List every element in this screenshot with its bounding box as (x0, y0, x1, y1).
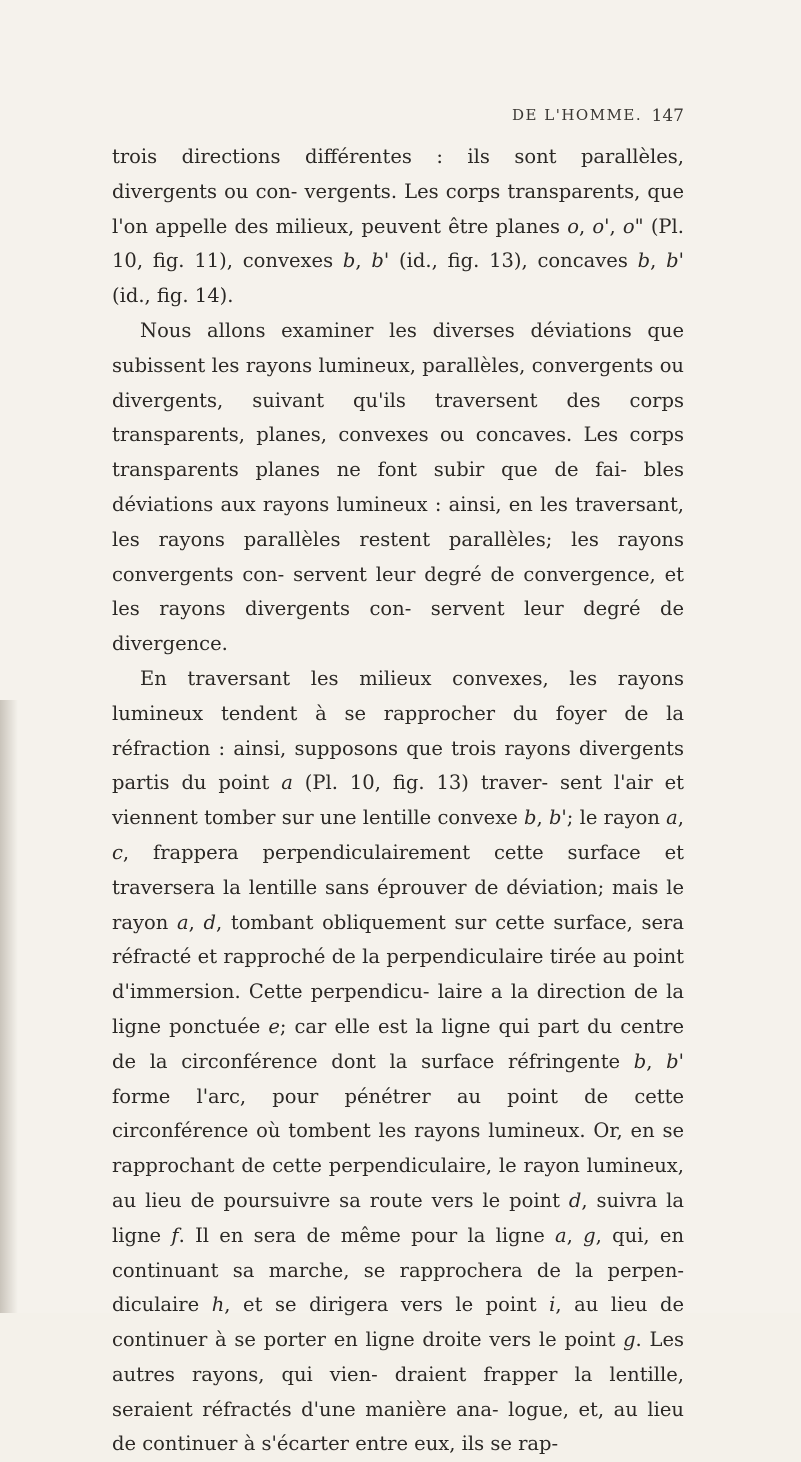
text-run: ; car elle est la ligne qui part du centre de la circonférence dont la surface réfringente (112, 1014, 684, 1073)
text-run: (id., fig. 13), concaves (389, 249, 638, 273)
text-run: , suivra la ligne (112, 1188, 684, 1247)
text-run: , (646, 1049, 667, 1073)
text-run: , (188, 910, 204, 934)
text-run: (id., fig. 14). (112, 284, 234, 308)
text-run: . Il en sera de même pour la ligne (178, 1223, 556, 1247)
text-run: trois directions différentes : ils sont parallèles, divergents ou con- vergents. Les corps transparents, que l'on appelle des milieux, peuvent être planes (112, 145, 684, 238)
italic-symbol: d (568, 1188, 582, 1212)
italic-symbol: o (567, 214, 579, 238)
text-run: (Pl. 10, fig. 11), convexes (112, 214, 684, 273)
running-head (112, 106, 684, 128)
italic-symbol: o' (592, 214, 610, 238)
paragraph (112, 314, 684, 662)
text-run: , tombant obliquement sur cette surface, sera réfracté et rapproché de la perpendiculaire tirée au point d'immersion. Cette perpendicu- laire a la direction de la ligne ponctuée (112, 910, 684, 1038)
italic-symbol: b' (666, 249, 684, 273)
italic-symbol: b (637, 249, 651, 273)
italic-symbol: f (171, 1223, 179, 1247)
paragraph (112, 662, 684, 1462)
text-run: , (355, 249, 372, 273)
text-run: , et se dirigera vers le point (224, 1293, 550, 1317)
text-run: , (609, 214, 623, 238)
italic-symbol: b' (548, 806, 567, 830)
page-edge-shadow (0, 700, 18, 1313)
italic-symbol: o" (622, 214, 644, 238)
text-run: (Pl. 10, fig. 13) traver- sent l'air et viennent tomber sur une lentille convexe (112, 771, 684, 830)
italic-symbol: a (555, 1223, 567, 1247)
body-text (112, 140, 684, 1462)
italic-symbol: a (666, 806, 678, 830)
running-title: DE L'HOMME. (512, 106, 643, 124)
text-run: ; le rayon (566, 806, 667, 830)
text-run: , frappera perpendiculairement cette surface et traversera la lentille sans éprouver de déviation; mais le rayon (112, 840, 684, 934)
italic-symbol: g (583, 1223, 596, 1247)
text-run: , (650, 249, 667, 273)
italic-symbol: b' (371, 249, 390, 273)
paragraph (112, 140, 684, 314)
text-run: , (578, 214, 593, 238)
page-number: 147 (651, 106, 684, 126)
italic-symbol: a (176, 910, 189, 934)
italic-symbol: c (112, 840, 123, 864)
text-run: En traversant les milieux convexes, les rayons lumineux tendent à se rapprocher du foyer de la réfraction : ainsi, supposons que trois rayons divergents partis du point (112, 666, 684, 795)
italic-symbol: d (203, 910, 216, 934)
text-run: , (677, 806, 684, 830)
italic-symbol: b (633, 1049, 647, 1073)
italic-symbol: a (281, 771, 293, 795)
italic-symbol: e (268, 1014, 280, 1038)
text-run: , qui, en continuant sa marche, se rapprochera de la perpen- diculaire (112, 1223, 685, 1317)
text-run: , (566, 1223, 584, 1247)
italic-symbol: i (549, 1293, 556, 1317)
text-run: Nous allons examiner les diverses déviations que subissent les rayons lumineux, parallèles, convergents ou divergents, suivant qu'ils traversent des corps transparents, planes, convexes ou concaves. Les corps transparents planes ne font subir que de fai- bles déviations aux rayons lumineux : ainsi, en les traversant, les rayons parallèles restent parallèles; les rayons convergents con- servent leur degré de convergence, et les rayons divergents con- servent leur degré de divergence. (112, 318, 684, 656)
italic-symbol: g (623, 1328, 636, 1352)
italic-symbol: h (211, 1293, 225, 1317)
text-run: , au lieu de continuer à se porter en ligne droite vers le point (112, 1293, 685, 1352)
italic-symbol: b (342, 249, 356, 273)
text-run: , (536, 806, 549, 830)
italic-symbol: b' (666, 1049, 684, 1073)
italic-symbol: b (524, 806, 537, 830)
text-run: forme l'arc, pour pénétrer au point de cette circonférence où tombent les rayons lumineux. Or, en se rapprochant de cette perpendiculaire, le rayon lumineux, au lieu de poursuivre sa route vers le point (112, 1084, 684, 1212)
text-run: . Les autres rayons, qui vien- draient frapper la lentille, seraient réfractés d'une manière ana- logue, et, au lieu de continuer à s'écarter entre eux, ils se rap- (112, 1328, 684, 1456)
